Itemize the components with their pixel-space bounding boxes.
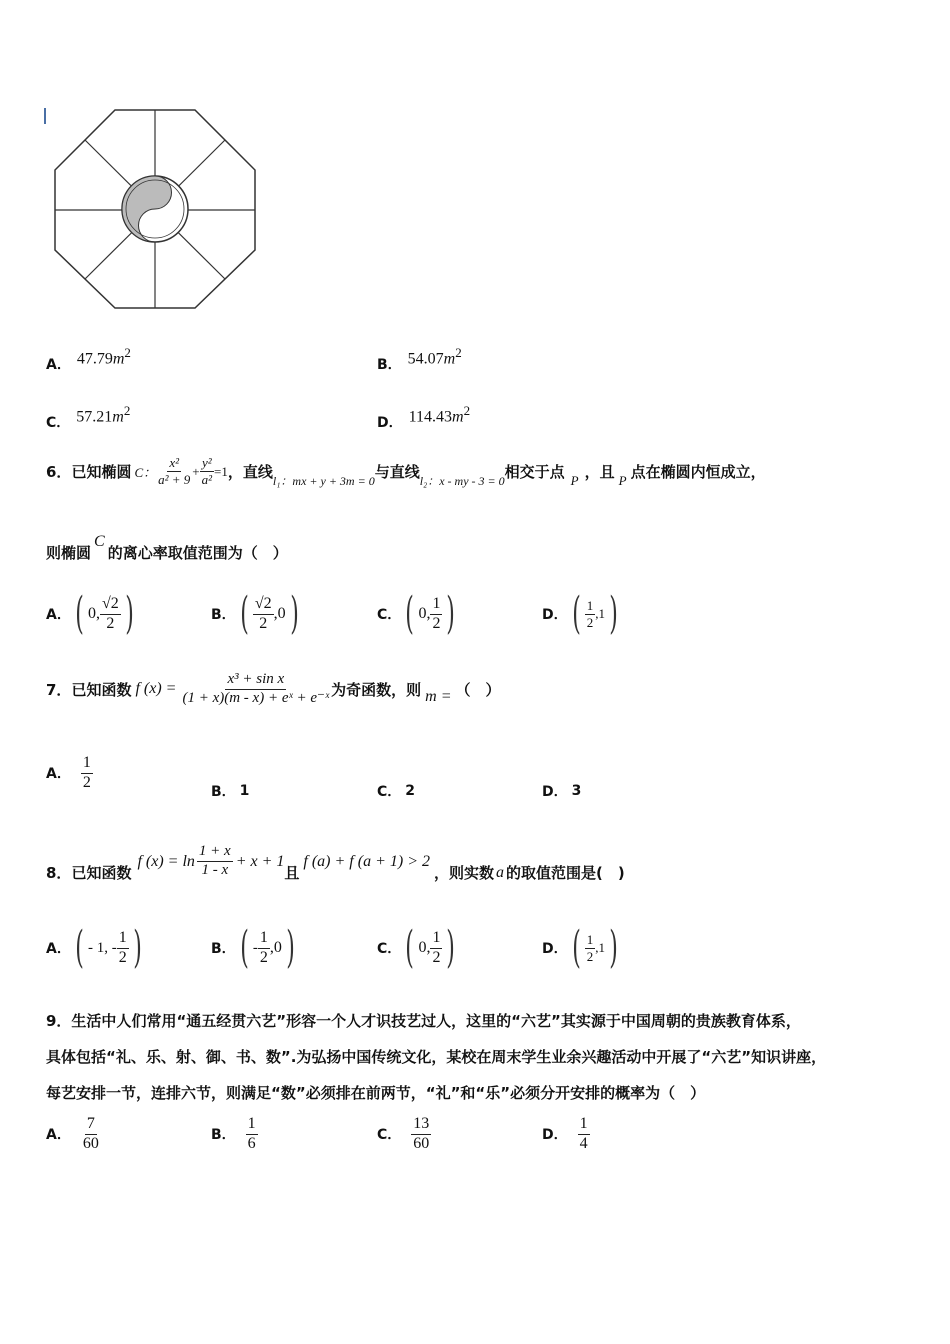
fraction: $\frac{13}{60}$ [413, 1115, 430, 1152]
q5-option-d[interactable] [377, 398, 470, 432]
q5-option-c[interactable] [46, 398, 130, 432]
option-value: $47.79m^2$ [76, 345, 131, 368]
fraction: $\frac{1}{6}$ [247, 1115, 256, 1152]
q8-option-c[interactable]: C． ( 0, $\frac{1}{2}$ ) [377, 922, 456, 973]
q7-option-b[interactable]: B． 1 [211, 783, 250, 800]
q9-option-c[interactable]: C． $\frac{13}{60}$ [377, 1115, 430, 1152]
fraction: $\frac{1}{2}$ [432, 594, 441, 632]
fraction: $\frac{1}{2}$ [586, 931, 594, 964]
question-9-line3: 每艺安排一节，连排六节，则满足“数”必须排在前两节，“礼”和“乐”必须分开安排的概率为（ ） [46, 1084, 706, 1102]
q9-option-b[interactable]: B． $\frac{1}{6}$ [211, 1115, 256, 1152]
fraction: $\frac{\text{y²}}{\text{a²}}$ [201, 455, 213, 487]
fraction: $\frac{1}{2}$ [118, 928, 127, 966]
q7-option-a[interactable]: A． $\frac{1}{2}$ [46, 754, 91, 791]
fraction: $\frac{√2}{2}$ [254, 594, 272, 632]
option-label: C． [46, 415, 71, 431]
fraction: $\frac{1}{2}$ [259, 928, 268, 966]
q6-option-d[interactable]: D． ( $\frac{1}{2}$ ,1 ) [542, 588, 618, 639]
fraction: $\frac{1 + x}{1 - x}$ [198, 843, 231, 878]
fraction: $\frac{\text{x²}}{\text{a² + 9}}$ [158, 455, 191, 487]
q6-option-b[interactable]: B． ( $\frac{√2}{2}$ ,0 ) [211, 588, 299, 639]
option-label: D． [377, 415, 403, 431]
fraction: $\frac{\text{x³ + sin x}}{\text{(1 + x)(m - x) + eˣ + e⁻ˣ}}$ [182, 671, 330, 706]
q5-option-b[interactable] [377, 340, 462, 374]
q6-option-c[interactable]: C． ( 0, $\frac{1}{2}$ ) [377, 588, 456, 639]
q6-option-a[interactable]: A． ( 0, $\frac{√2}{2}$ ) [46, 588, 134, 639]
q7-option-c[interactable]: C． 2 [377, 783, 416, 800]
option-value: $114.43m^2$ [408, 403, 471, 426]
octagon-figure [40, 100, 270, 320]
q9-option-d[interactable]: D． $\frac{1}{4}$ [542, 1115, 588, 1152]
option-label: B． [377, 357, 402, 373]
q8-option-b[interactable]: B． ( - $\frac{1}{2}$ ,0 ) [211, 922, 295, 973]
octagon-yinyang-diagram [40, 100, 270, 320]
fraction: $\frac{7}{60}$ [82, 1115, 99, 1152]
q5-option-a[interactable] [46, 340, 131, 374]
q9-option-a[interactable]: A． $\frac{7}{60}$ [46, 1115, 99, 1152]
q8-option-d[interactable]: D． ( $\frac{1}{2}$ ,1 ) [542, 922, 618, 973]
q8-option-a[interactable]: A． ( - 1, - $\frac{1}{2}$ ) [46, 922, 142, 973]
fraction: $\frac{1}{2}$ [586, 597, 594, 630]
q7-option-d[interactable]: D． 3 [542, 783, 582, 800]
question-8: 8． 已知函数 f (x) = ln $\frac{1 + x}{1 - x}$ + x + 1 且 f (a) + f (a + 1) > 2 ，则实数 a 的取值范围是( ) [46, 843, 625, 882]
question-6-line2: 则椭圆 C 的离心率取值范围为（ ） [46, 532, 288, 562]
fraction: $\frac{√2}{2}$ [102, 594, 119, 632]
question-9-line1: 9．生活中人们常用“通五经贯六艺”形容一个人才识技艺过人，这里的“六艺”其实源于中国周朝的贵族教育体系， [46, 1012, 801, 1030]
fraction: $\frac{1}{2}$ [82, 754, 91, 791]
fraction: $\frac{1}{2}$ [432, 928, 441, 966]
question-6-line1: 6． 已知椭圆 C： $\frac{\text{x²}}{\text{a² + 9}}$ + $\frac{\text{y²}}{\text{a²}}$ =1 ，直线 l₁：mx + y + 3m = 0 与直线 l₂：x - my - 3 = 0 相交于点 P ，且 P 点在椭圆内恒成立， [46, 455, 766, 488]
fraction: $\frac{1}{4}$ [579, 1115, 588, 1152]
option-value: $57.21m^2$ [76, 403, 131, 426]
question-9-line2: 具体包括“礼、乐、射、御、书、数”.为弘扬中国传统文化，某校在周末学生业余兴趣活动中开展了“六艺”知识讲座， [46, 1048, 827, 1066]
option-label: A． [46, 357, 71, 373]
question-number: 7． [46, 680, 72, 699]
question-7: 7． 已知函数 f (x) = $\frac{\text{x³ + sin x}}{\text{(1 + x)(m - x) + eˣ + e⁻ˣ}}$ 为奇函数，则 m = （ ） [46, 671, 501, 706]
question-number: 8． [46, 864, 72, 882]
question-number: 6． [46, 463, 72, 481]
option-value: $54.07m^2$ [407, 345, 462, 368]
